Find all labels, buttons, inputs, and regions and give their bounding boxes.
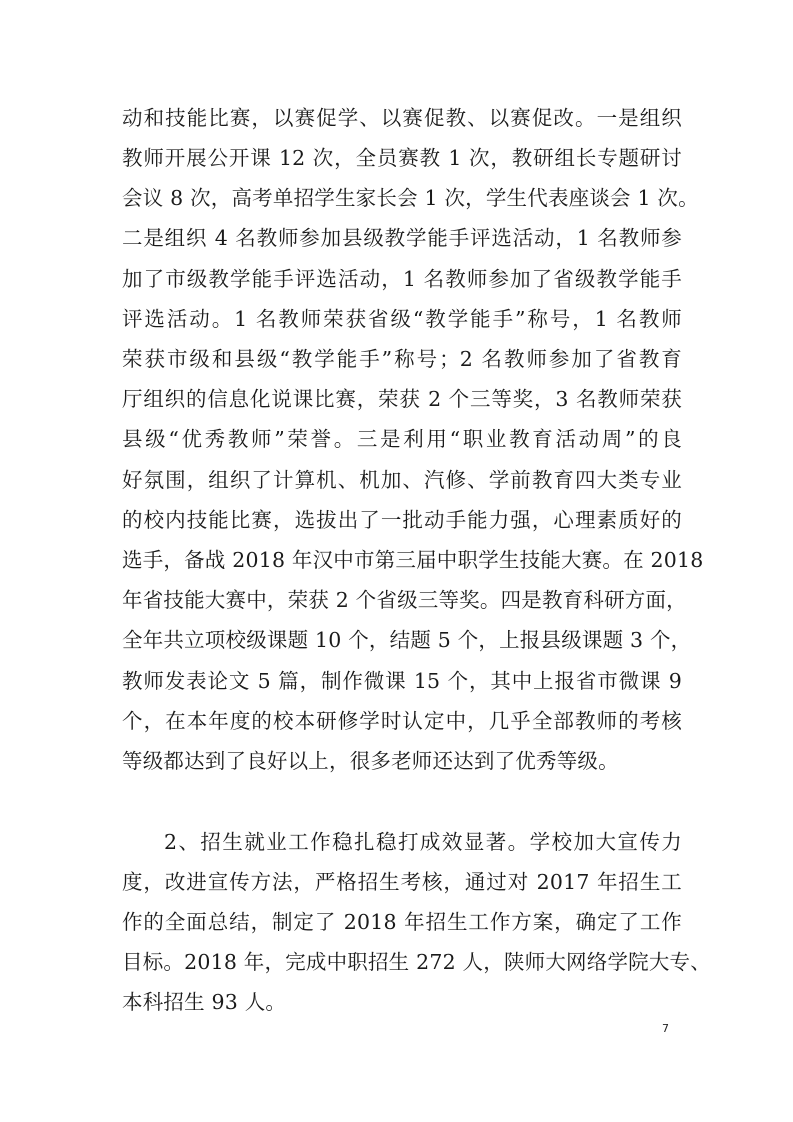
text-line: 个，在本年度的校本研修学时认定中，几乎全部教师的考核 <box>122 709 682 733</box>
text-line: 二是组织 4 名教师参加县级教学能手评选活动，1 名教师参 <box>122 226 682 250</box>
text-line: 好氛围，组织了计算机、机加、汽修、学前教育四大类专业 <box>122 468 682 492</box>
text-line: 教师开展公开课 12 次，全员赛教 1 次，教研组长专题研讨 <box>122 146 682 170</box>
text-line: 动和技能比赛，以赛促学、以赛促教、以赛促改。一是组织 <box>122 106 682 130</box>
page-number: 7 <box>662 1022 669 1035</box>
text-line: 年省技能大赛中，荣获 2 个省级三等奖。四是教育科研方面， <box>122 588 687 612</box>
text-line: 会议 8 次，高考单招学生家长会 1 次，学生代表座谈会 1 次。 <box>122 186 699 210</box>
text-line: 荣获市级和县级“教学能手”称号；2 名教师参加了省教育 <box>122 347 682 371</box>
text-line: 加了市级教学能手评选活动，1 名教师参加了省级教学能手 <box>122 267 682 291</box>
text-line: 厅组织的信息化说课比赛，荣获 2 个三等奖，3 名教师荣获 <box>122 387 682 411</box>
text-line: 目标。2018 年，完成中职招生 272 人，陕师大网络学院大专、 <box>122 950 711 974</box>
text-line: 评选活动。1 名教师荣获省级“教学能手”称号，1 名教师 <box>122 307 682 331</box>
text-line: 作的全面总结，制定了 2018 年招生工作方案，确定了工作 <box>122 910 682 934</box>
text-line: 选手，备战 2018 年汉中市第三届中职学生技能大赛。在 2018 <box>122 548 704 572</box>
text-line: 教师发表论文 5 篇，制作微课 15 个，其中上报省市微课 9 <box>122 669 682 693</box>
text-line: 全年共立项校级课题 10 个，结题 5 个，上报县级课题 3 个， <box>122 628 692 652</box>
text-line: 等级都达到了良好以上，很多老师还达到了优秀等级。 <box>122 749 619 773</box>
text-line: 的校内技能比赛，选拔出了一批动手能力强，心理素质好的 <box>122 508 682 532</box>
text-line: 县级“优秀教师”荣誉。三是利用“职业教育活动周”的良 <box>122 427 682 451</box>
text-line: 2、招生就业工作稳扎稳打成效显著。学校加大宣传力 <box>164 830 682 854</box>
text-line: 度，改进宣传方法，严格招生考核，通过对 2017 年招生工 <box>122 870 682 894</box>
text-line: 本科招生 93 人。 <box>122 990 287 1014</box>
